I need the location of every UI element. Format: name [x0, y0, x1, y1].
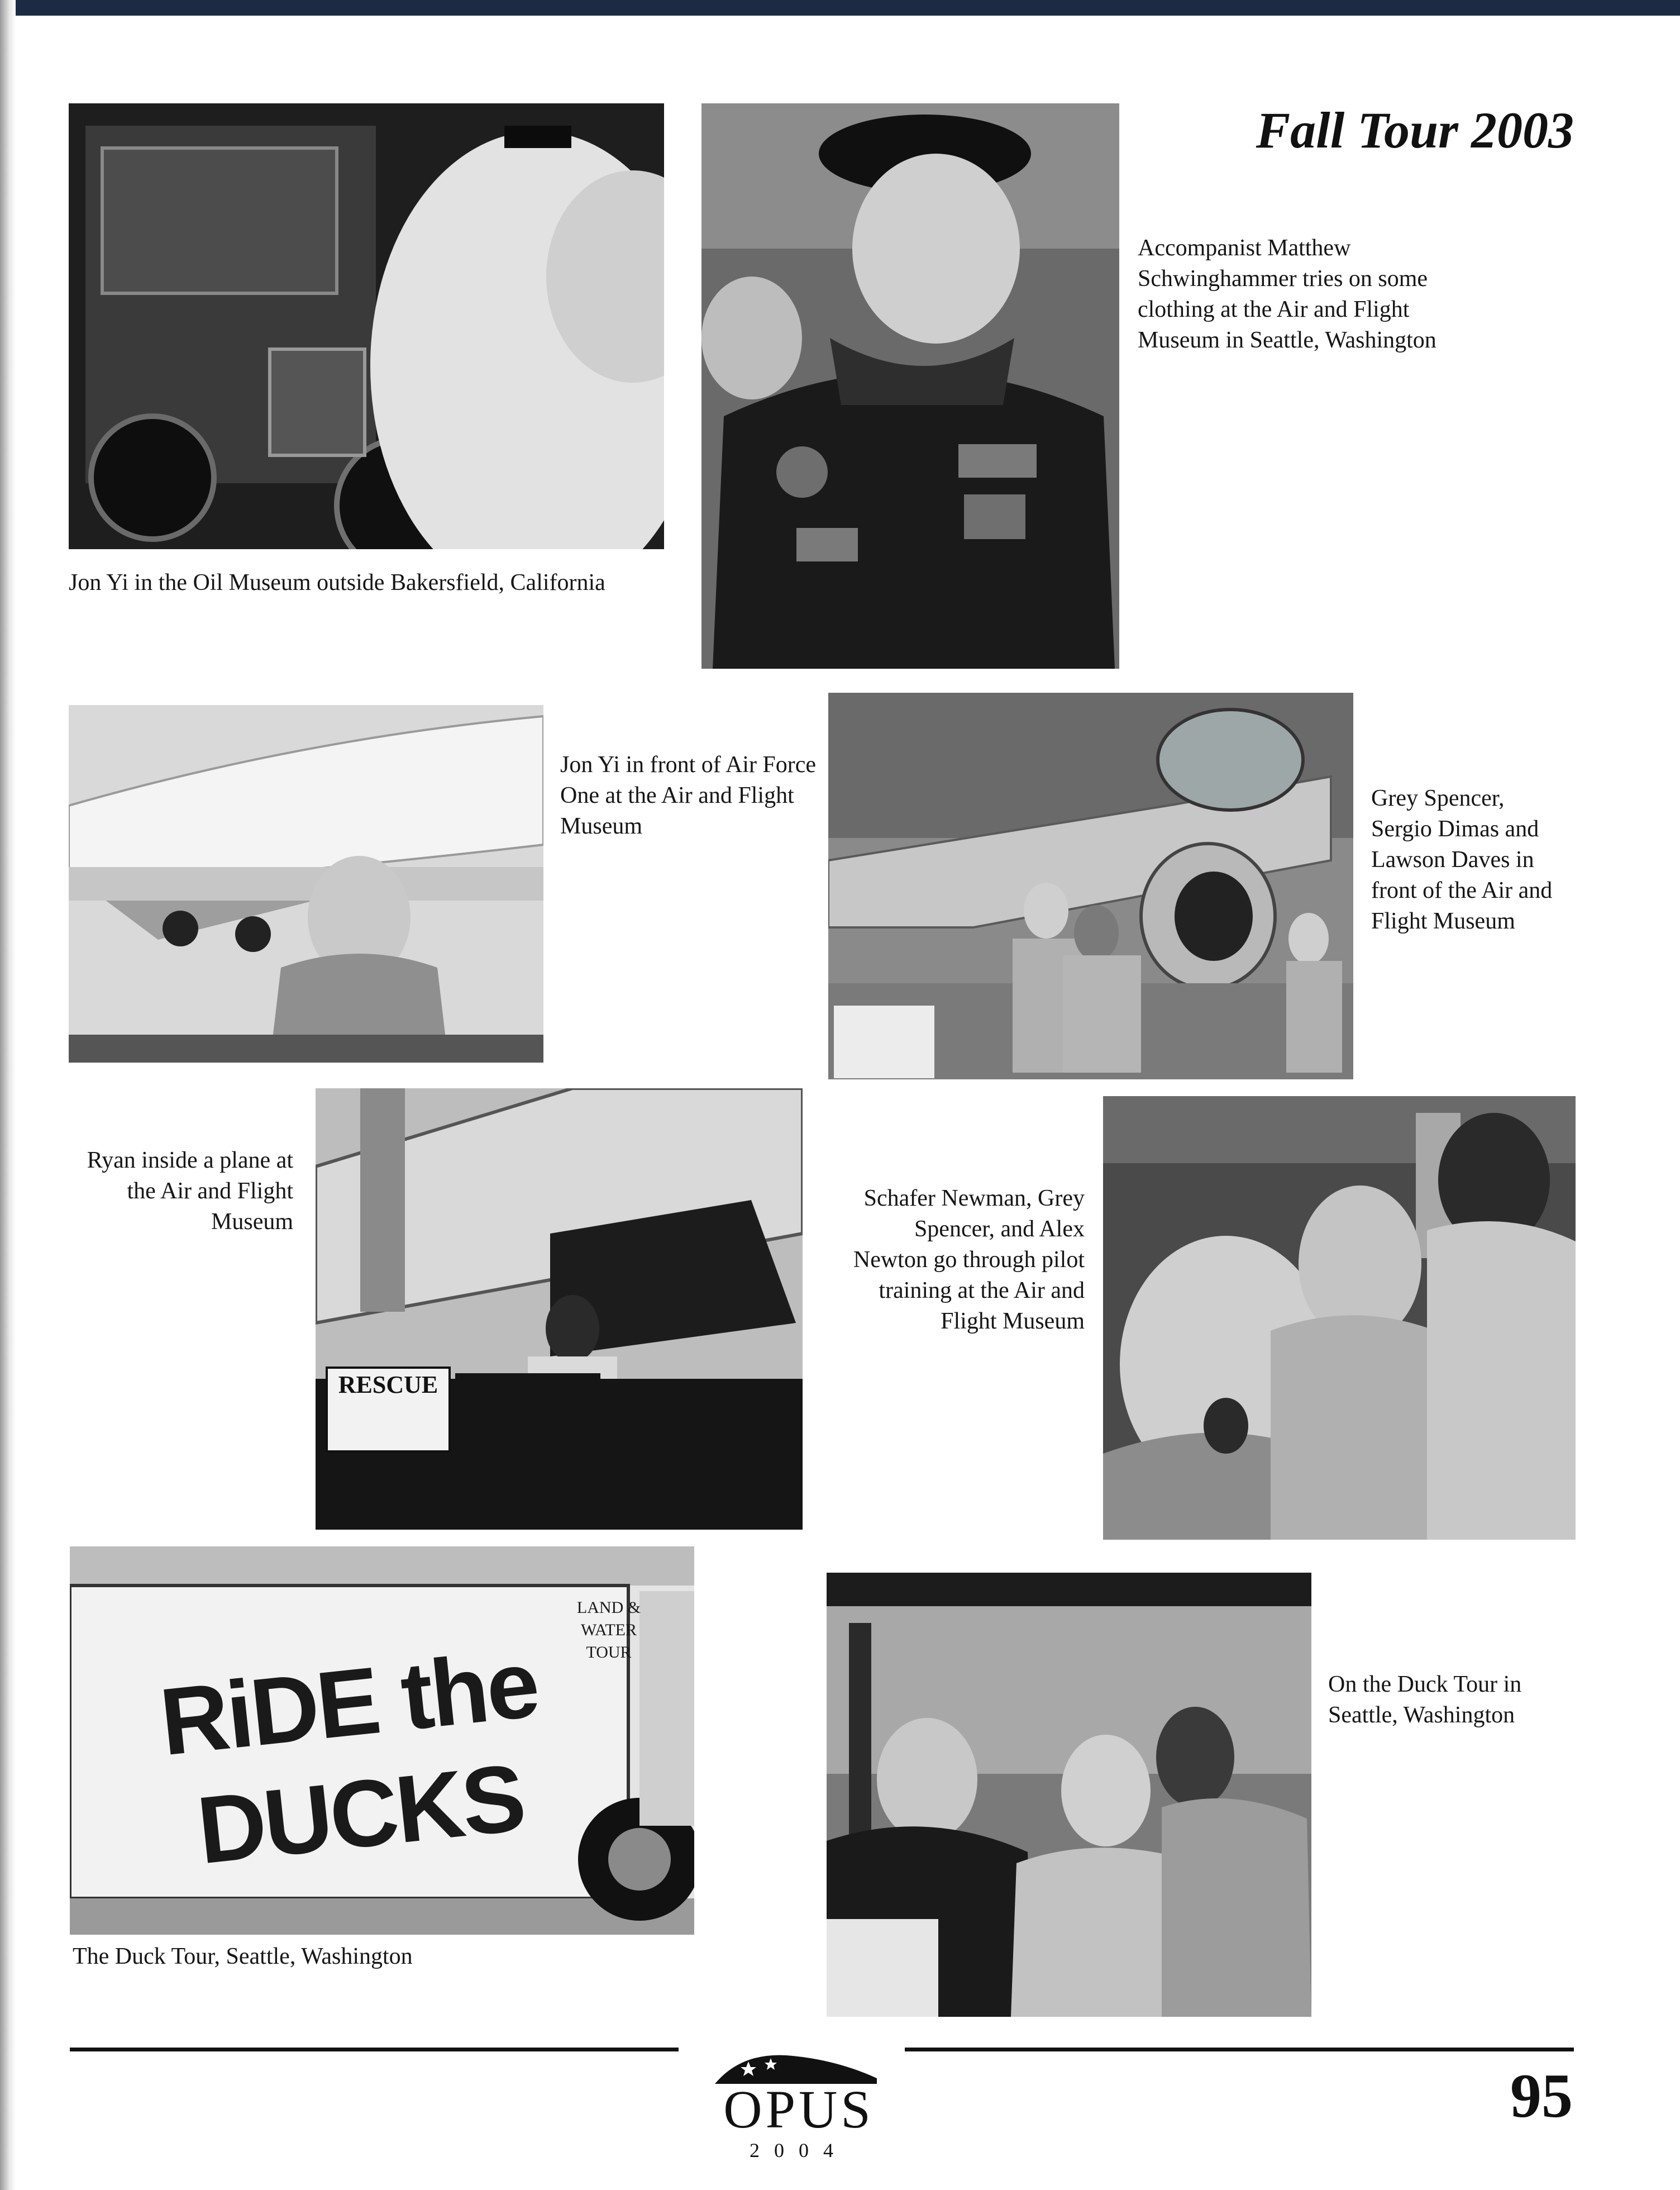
footer-rule-right: [905, 2048, 1574, 2051]
page-title: Fall Tour 2003: [1256, 102, 1574, 159]
book-spine-shadow: [0, 0, 16, 2190]
caption-on-duck-tour: On the Duck Tour in Seattle, Washington: [1328, 1672, 1522, 1728]
photo-oil-museum: [69, 103, 664, 549]
opus-logo-year: 2004: [750, 2139, 848, 2162]
duck-land-water-text: LAND & WATER TOUR: [576, 1598, 641, 1661]
photo-ryan-plane: [316, 1088, 803, 1530]
photo-on-duck-tour: [827, 1573, 1311, 2017]
photo-air-force-one: [69, 705, 543, 1063]
photo-pilot-training: [1103, 1096, 1576, 1540]
photo-accompanist: [701, 103, 1119, 669]
photo-duck-tour: [70, 1546, 694, 1935]
caption-duck-tour: The Duck Tour, Seattle, Washington: [73, 1944, 413, 1969]
rescue-label: RESCUE: [338, 1371, 438, 1398]
opus-logo: [709, 2045, 888, 2168]
caption-accompanist: Accompanist Matthew Schwinghammer tries on some clothing at the Air and Flight Museum in Seattle, Washington: [1138, 235, 1436, 353]
caption-oil-museum: Jon Yi in the Oil Museum outside Bakersfield, California: [69, 570, 605, 596]
caption-air-force-one: Jon Yi in front of Air Force One at the Air and Flight Museum: [560, 752, 817, 839]
footer-rule-left: [70, 2048, 679, 2051]
duck-sign-text: RiDE the DUCKS: [155, 1630, 542, 1884]
caption-ryan-plane: Ryan inside a plane at the Air and Flight Museum: [87, 1148, 293, 1235]
page-number: 95: [1510, 2062, 1573, 2131]
photo-grey-sergio-lawson: [828, 693, 1353, 1079]
top-edge-band: [0, 0, 1680, 16]
opus-logo-word: OPUS: [723, 2079, 874, 2139]
caption-grey-sergio-lawson: Grey Spencer, Sergio Dimas and Lawson Daves in front of the Air and Flight Museum: [1371, 785, 1553, 934]
caption-pilot-training: Schafer Newman, Grey Spencer, and Alex Newton go through pilot training at the Air and Flight Museum: [853, 1186, 1085, 1334]
